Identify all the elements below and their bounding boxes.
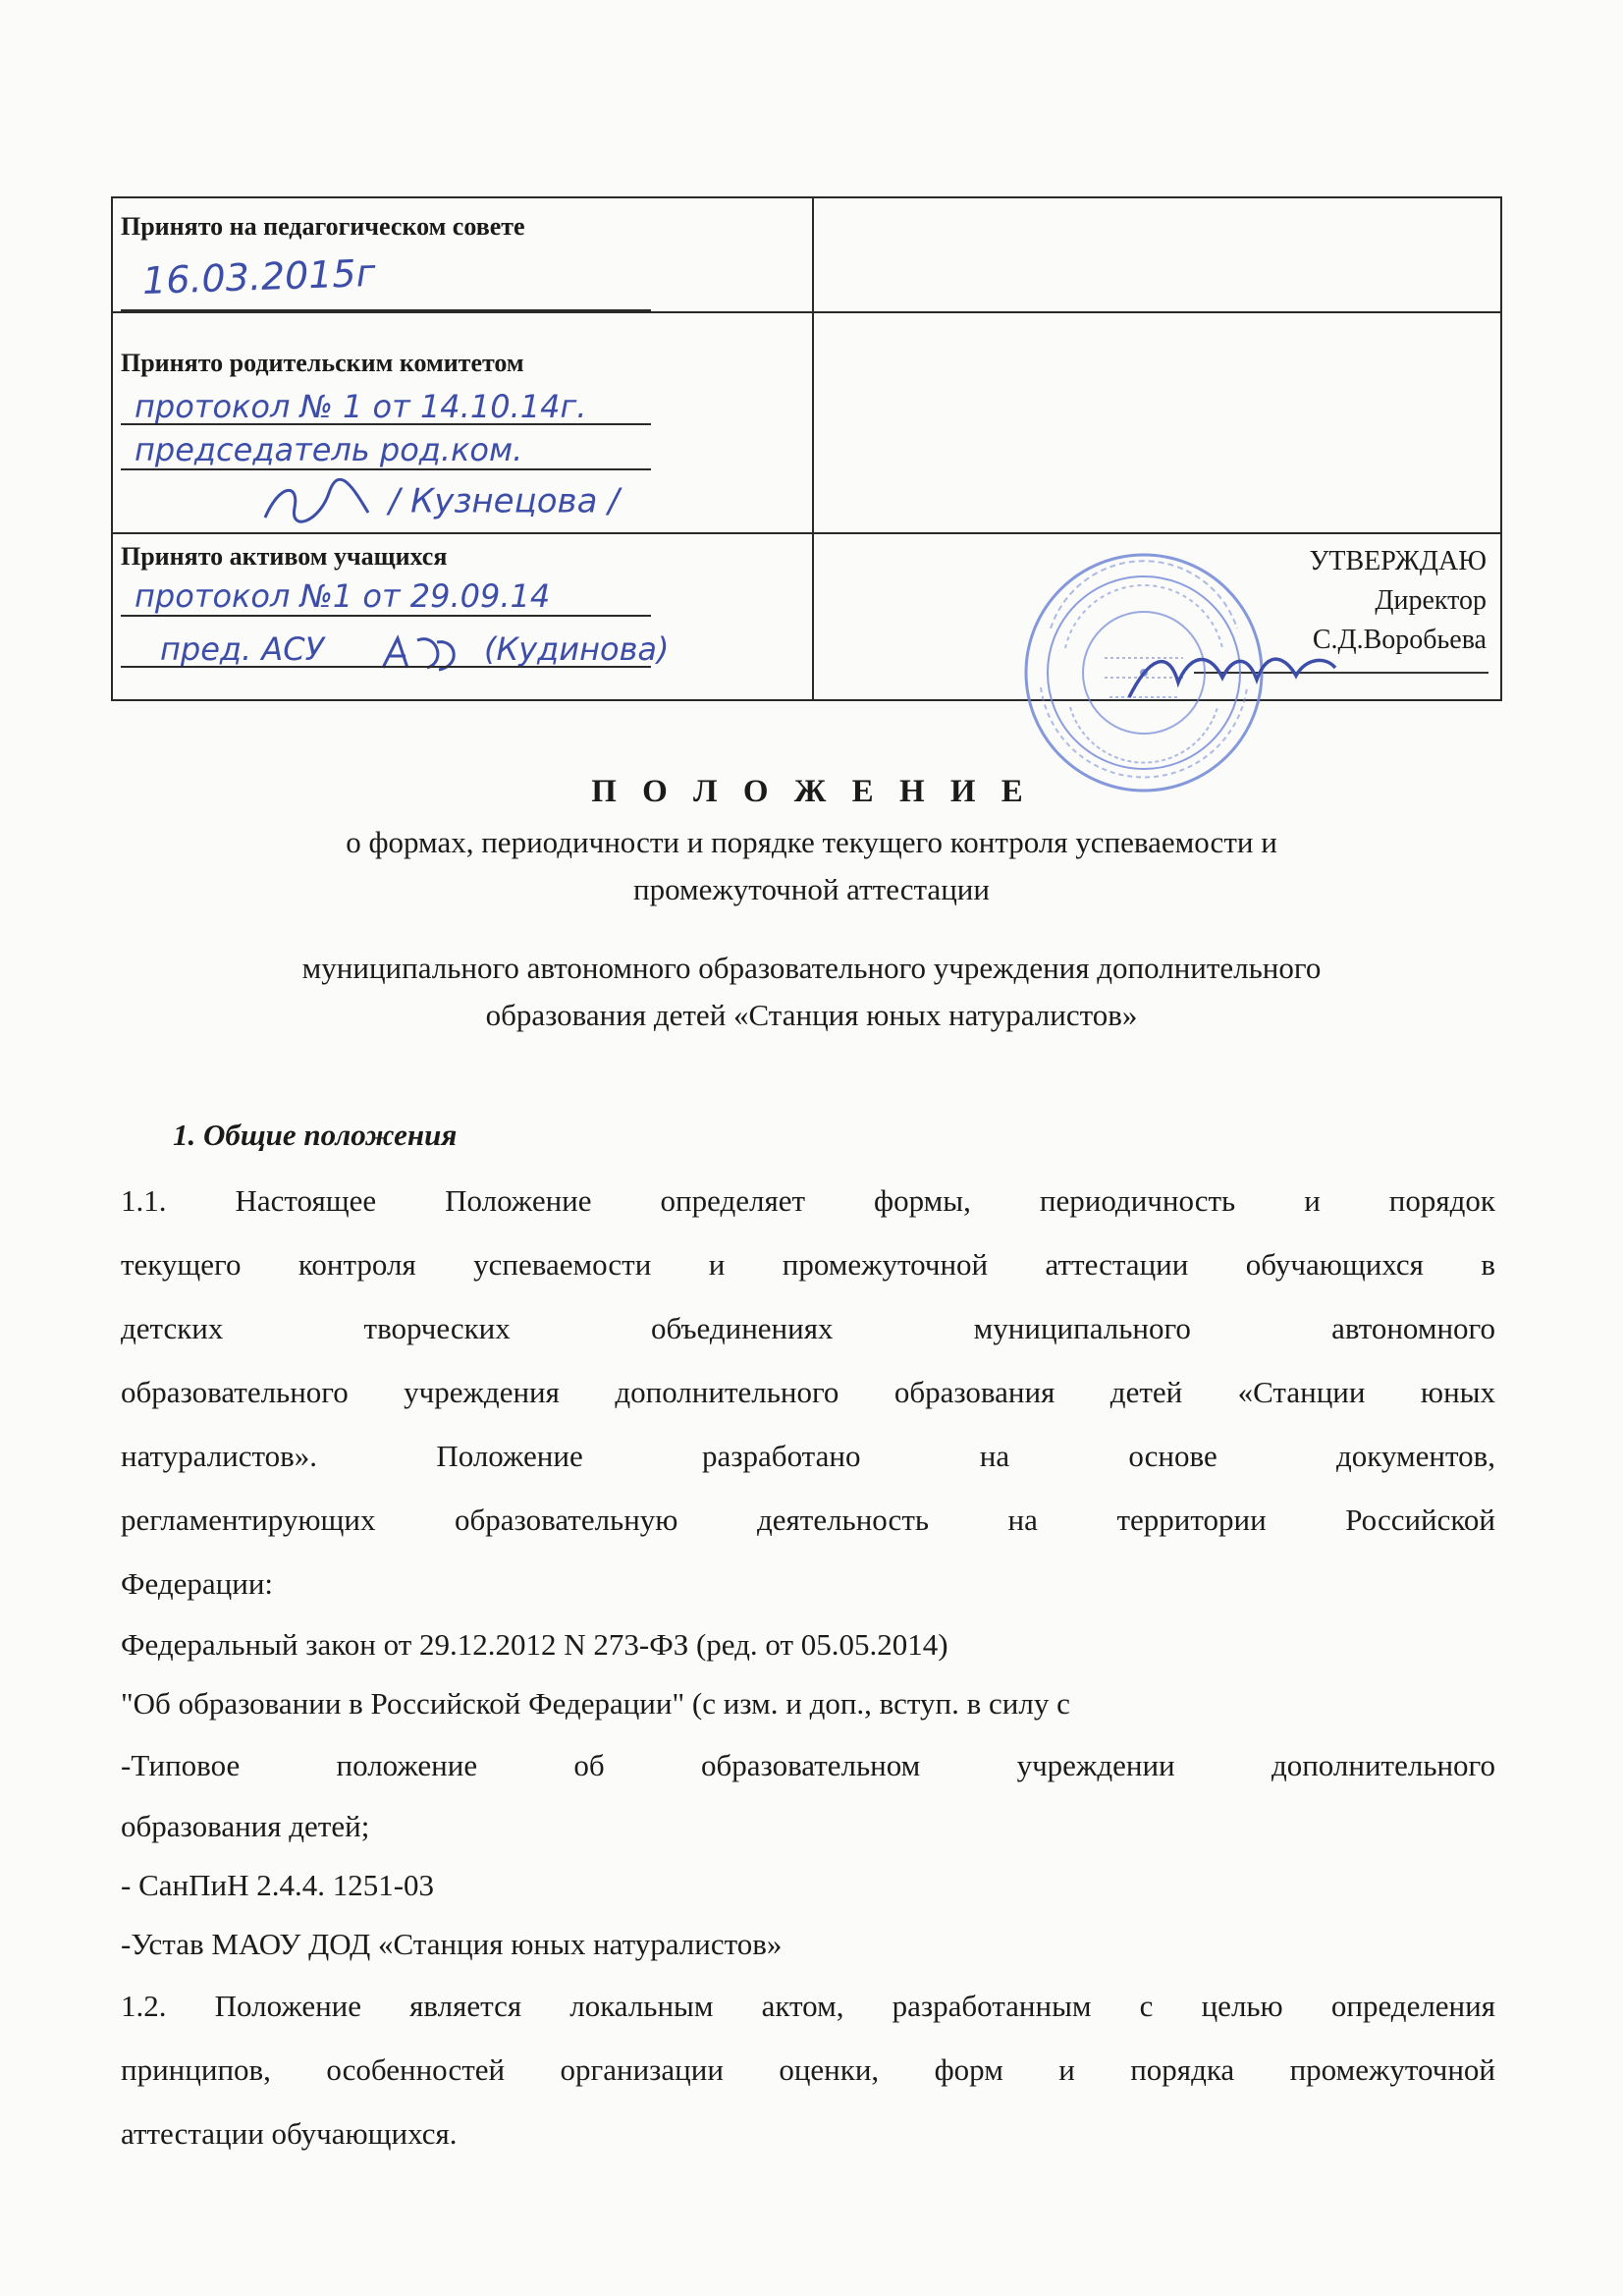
- body-line: -Типовое положение об образовательном учреждении дополнительного: [121, 1748, 1495, 1782]
- parents-committee-label: Принято родительским комитетом: [121, 349, 524, 377]
- subtitle-line: о формах, периодичности и порядке текущего контроля успеваемости и: [346, 825, 1277, 859]
- subtitle-line: промежуточной аттестации: [633, 872, 990, 906]
- teachers-council-date: 16.03.2015г: [141, 250, 377, 303]
- body-line: натуралистов». Положение разработано на основе документов,: [121, 1439, 1495, 1473]
- signature-line: [121, 666, 651, 668]
- parents-committee-signature: / Кузнецова /: [260, 478, 620, 527]
- body-line: текущего контроля успеваемости и промежуточной аттестации обучающихся в: [121, 1247, 1495, 1282]
- section-body: [121, 1169, 1495, 2165]
- students-council-name: (Кудинова): [484, 630, 670, 668]
- signature-line: [121, 468, 651, 470]
- parents-committee-protocol: протокол № 1 от 14.10.14г.: [135, 388, 587, 425]
- students-council-protocol: протокол №1 от 29.09.14: [135, 577, 551, 615]
- students-council-chair: пред. АСУ: [160, 630, 325, 668]
- approve-name: С.Д.Воробьева: [1312, 625, 1487, 655]
- approval-cell-empty-2: [813, 312, 1501, 533]
- body-line: "Об образовании в Российской Федерации" (с изм. и доп., вступ. в силу с: [121, 1686, 1070, 1721]
- document-title: П О Л О Ж Е Н И Е: [591, 774, 1032, 809]
- approve-title: УТВЕРЖДАЮ: [1309, 546, 1487, 576]
- parents-committee-name: Кузнецова: [410, 481, 598, 521]
- body-line: детских творческих объединениях муниципального автономного: [121, 1311, 1495, 1345]
- org-line: образования детей «Станция юных натуралистов»: [485, 998, 1138, 1032]
- body-line: Федеральный закон от 29.12.2012 N 273-ФЗ (ред. от 05.05.2014): [121, 1627, 948, 1662]
- body-line: - СанПиН 2.4.4. 1251-03: [121, 1868, 435, 1902]
- body-line: принципов, особенностей организации оценки, форм и порядка промежуточной: [121, 2052, 1495, 2087]
- teachers-council-label: Принято на педагогическом совете: [121, 212, 525, 241]
- handwritten-signature-icon: [260, 478, 378, 527]
- parents-committee-chair: председатель род.ком.: [135, 431, 523, 468]
- approval-cell-students-council: [112, 533, 813, 700]
- organization-name: [157, 945, 1466, 1039]
- body-line: -Устав МАОУ ДОД «Станция юных натуралистов»: [121, 1927, 783, 1961]
- signature-line: [121, 309, 651, 311]
- students-council-label: Принято активом учащихся: [121, 542, 448, 571]
- body-line: Федерации:: [121, 1566, 274, 1601]
- signature-line: [121, 615, 651, 617]
- body-line: аттестации обучающихся.: [121, 2116, 458, 2151]
- signature-line: [121, 423, 651, 425]
- official-stamp-icon: [1011, 511, 1375, 805]
- approval-cell-teachers-council: [112, 197, 813, 312]
- approval-cell-empty-1: [813, 197, 1501, 312]
- document-subtitle: [196, 819, 1427, 913]
- handwritten-signature-icon: [378, 632, 466, 676]
- body-line: 1.1. Настоящее Положение определяет формы, периодичность и порядок: [121, 1183, 1495, 1218]
- body-line: 1.2. Положение является локальным актом, разработанным с целью определения: [121, 1989, 1495, 2023]
- section-heading: 1. Общие положения: [173, 1118, 458, 1152]
- body-line: регламентирующих образовательную деятельность на территории Российской: [121, 1503, 1495, 1537]
- org-line: муниципального автономного образовательного учреждения дополнительного: [301, 951, 1322, 985]
- body-line: образовательного учреждения дополнительного образования детей «Станции юных: [121, 1375, 1495, 1409]
- body-line: образования детей;: [121, 1809, 370, 1843]
- approval-cell-parents-committee: [112, 312, 813, 533]
- approve-position: Директор: [1375, 585, 1487, 616]
